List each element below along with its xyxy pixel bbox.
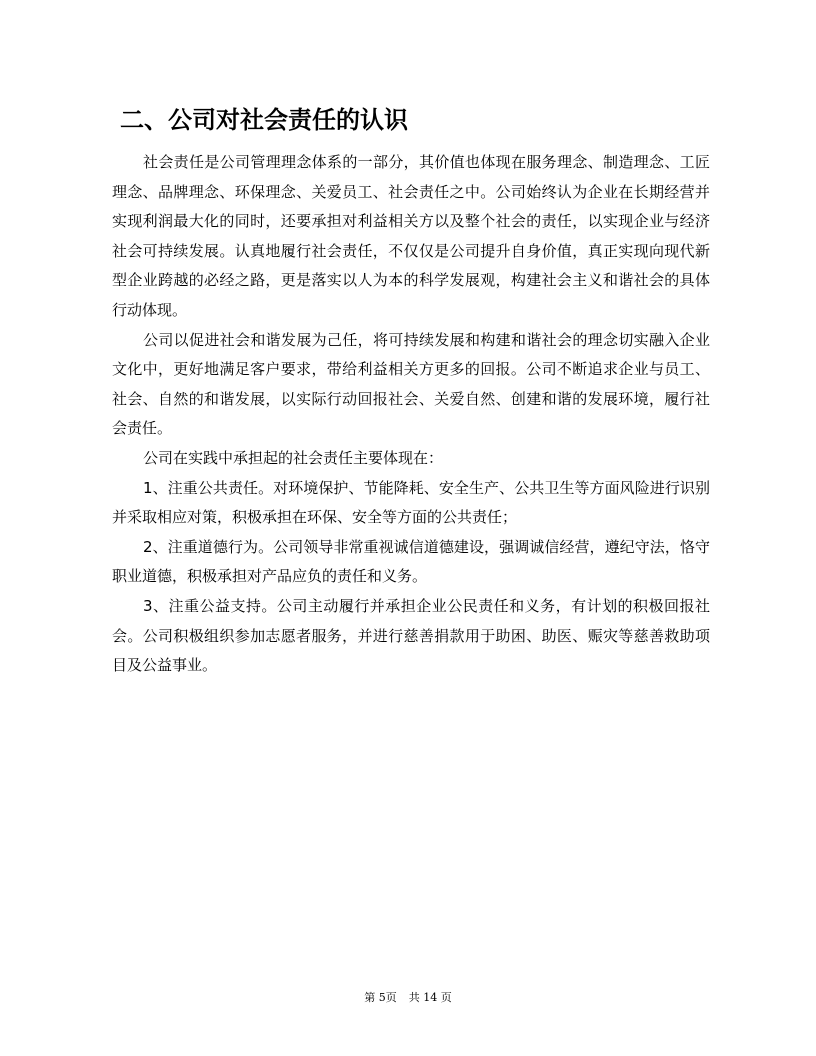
list-item-ethical-behavior: 2、注重道德行为。公司领导非常重视诚信道德建设，强调诚信经营，遵纪守法，恪守职业道德，积极承担对产品应负的责任和义务。 <box>112 537 710 586</box>
section-heading: 二、公司对社会责任的认识 <box>120 106 408 134</box>
list-item-public-welfare: 3、注重公益支持。公司主动履行并承担企业公民责任和义务，有计划的积极回报社会。公司积极组织参加志愿者服务，并进行慈善捐款用于助困、助医、赈灾等慈善救助项目及公益事业。 <box>112 596 710 675</box>
page-footer <box>0 990 816 1006</box>
paragraph-summary-lead: 公司在实践中承担起的社会责任主要体现在： <box>143 448 444 467</box>
list-item-public-responsibility: 1、注重公共责任。对环境保护、节能降耗、安全生产、公共卫生等方面风险进行识别并采取相应对策，积极承担在环保、安全等方面的公共责任； <box>112 478 710 527</box>
paragraph-harmony: 公司以促进社会和谐发展为己任，将可持续发展和构建和谐社会的理念切实融入企业文化中，更好地满足客户要求，带给利益相关方更多的回报。公司不断追求企业与员工、社会、自然的和谐发展，以实际行动回报社会、关爱自然、创建和谐的发展环境，履行社会责任。 <box>112 330 710 438</box>
page-number: 第 5页 <box>364 991 397 1004</box>
paragraph-intro: 社会责任是公司管理理念体系的一部分，其价值也体现在服务理念、制造理念、工匠理念、品牌理念、环保理念、关爱员工、社会责任之中。公司始终认为企业在长期经营并实现利润最大化的同时，还要承担对利益相关方以及整个社会的责任，以实现企业与经济社会可持续发展。认真地履行社会责任，不仅仅是公司提升自身价值，真正实现向现代新型企业跨越的必经之路，更是落实以人为本的科学发展观，构建社会主义和谐社会的具体行动体现。 <box>112 153 710 319</box>
document-body <box>112 148 710 681</box>
page-total: 共 14 页 <box>408 991 452 1004</box>
